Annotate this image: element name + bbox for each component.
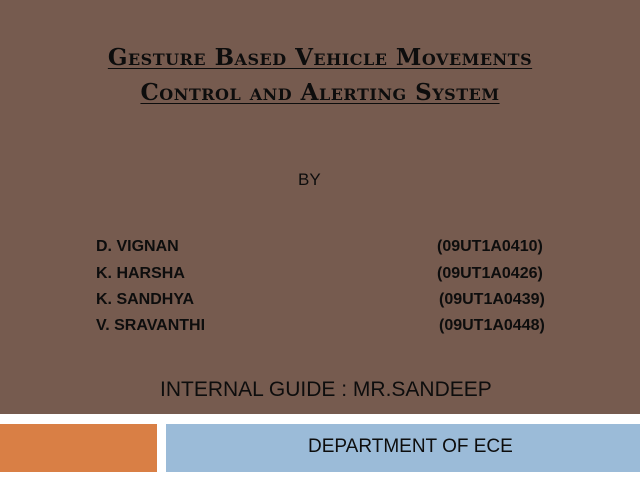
author-name: K. HARSHA xyxy=(96,265,185,282)
author-name: D. VIGNAN xyxy=(96,238,179,255)
author-row xyxy=(96,238,576,260)
internal-guide-label: INTERNAL GUIDE : MR.SANDEEP xyxy=(160,378,492,401)
slide-title-line-1: Gesture Based Vehicle Movements xyxy=(107,44,533,71)
author-name: V. SRAVANTHI xyxy=(96,317,206,334)
author-row xyxy=(96,291,576,313)
orange-accent-bar xyxy=(0,424,157,472)
slide-title-line-2: Control and Alerting System xyxy=(140,79,500,106)
author-row xyxy=(96,265,576,287)
by-label: BY xyxy=(298,170,321,189)
author-row xyxy=(96,317,576,339)
author-roll-number: (09UT1A0410) xyxy=(437,238,543,255)
author-roll-number: (09UT1A0448) xyxy=(439,317,545,334)
department-label: DEPARTMENT OF ECE xyxy=(308,436,513,457)
author-name: K. SANDHYA xyxy=(96,291,195,308)
author-roll-number: (09UT1A0426) xyxy=(437,265,543,282)
author-roll-number: (09UT1A0439) xyxy=(439,291,545,308)
